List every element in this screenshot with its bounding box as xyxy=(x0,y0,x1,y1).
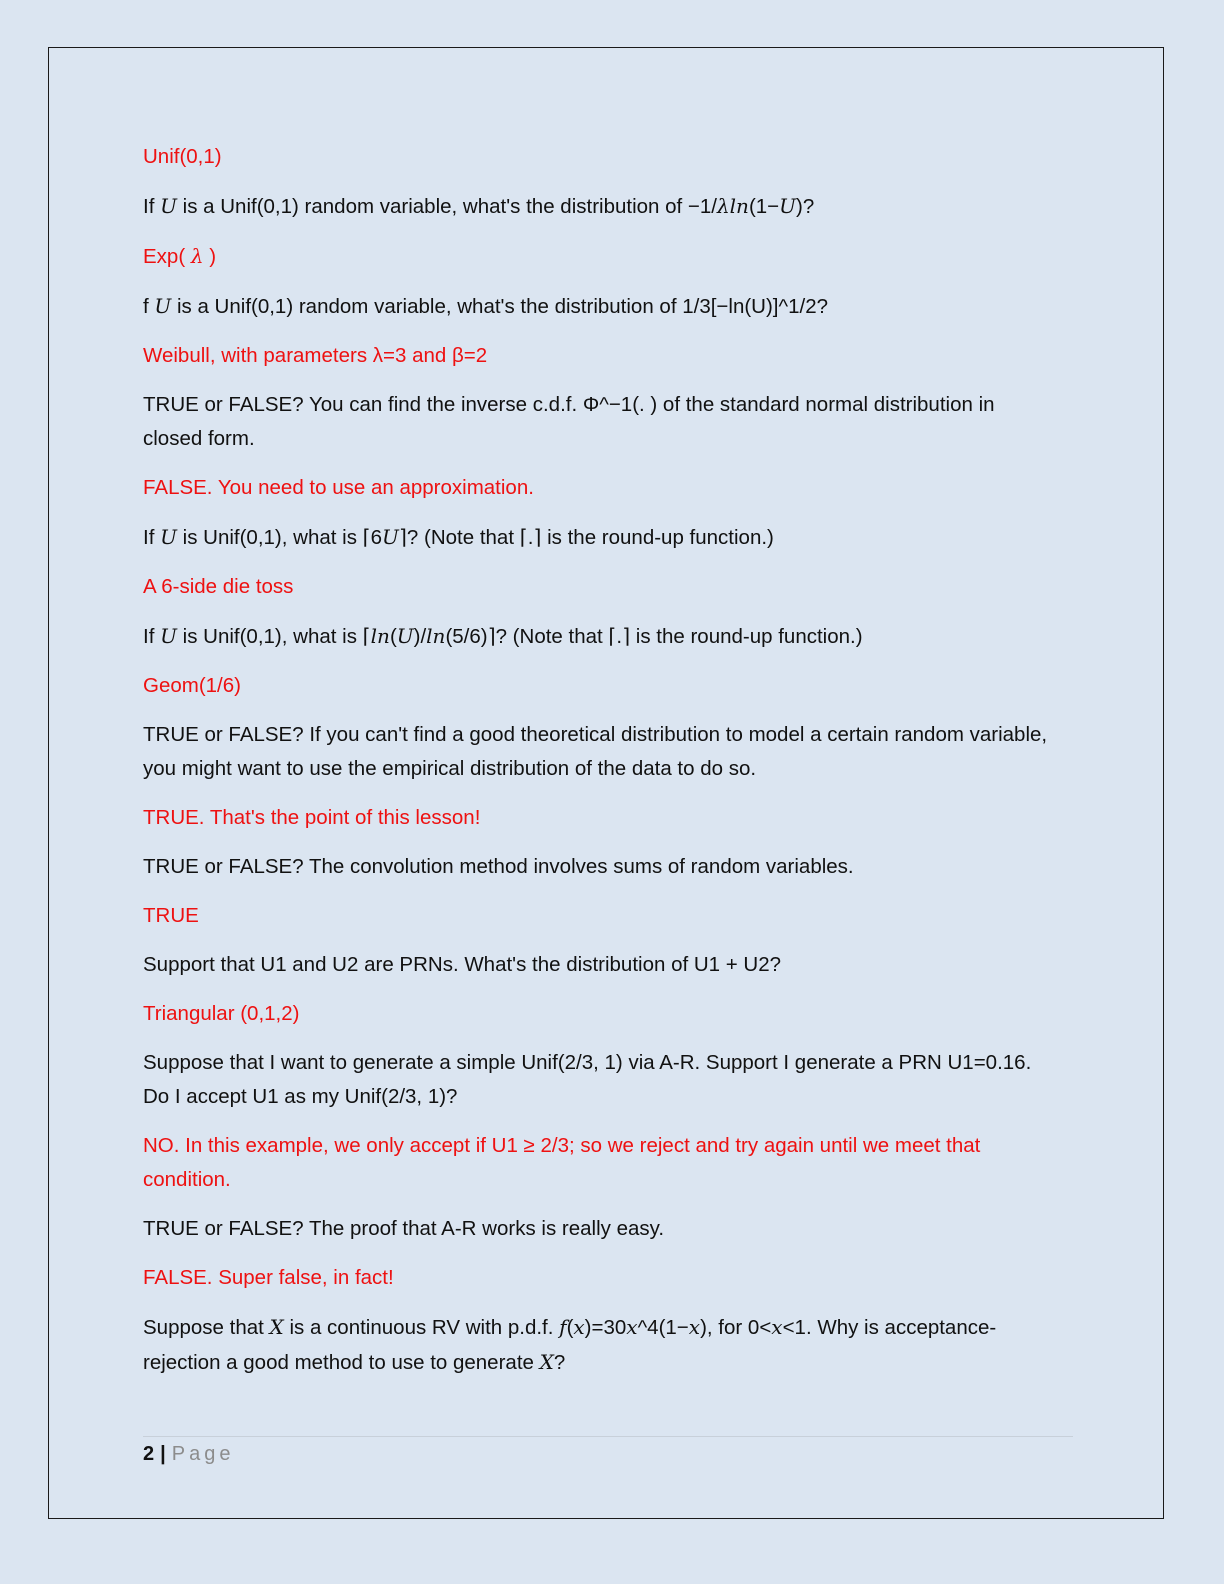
question-text xyxy=(143,619,1053,654)
text-segment: If xyxy=(143,195,161,218)
text-segment: ) xyxy=(203,245,217,268)
math-symbol: λln xyxy=(716,194,749,218)
question-text: TRUE or FALSE? If you can't find a good theoretical distribution to model a certain random variable, you might want to use the empirical distribution of the data to do so. xyxy=(143,723,1048,780)
answer-text: Triangular (0,1,2) xyxy=(143,1002,300,1025)
text-segment: f xyxy=(143,295,155,318)
question-text: Suppose that I want to generate a simple Unif(2/3, 1) via A-R. Support I generate a PRN U1=0.16. Do I accept U1 as my Unif(2/3, 1)? xyxy=(143,1051,1032,1108)
question-text: TRUE or FALSE? You can find the inverse c.d.f. Φ^−1(. ) of the standard normal distribution in closed form. xyxy=(143,393,995,450)
math-symbol: U xyxy=(160,525,177,549)
text-segment: <1. Why is acceptance-rejection a good method to use to generate xyxy=(143,1316,997,1374)
answer-text: FALSE. You need to use an approximation. xyxy=(143,476,534,499)
text-segment: If xyxy=(143,625,161,648)
footer-rule xyxy=(143,1436,1073,1437)
text-segment: Exp( xyxy=(143,245,191,268)
text-segment: ( xyxy=(566,1316,574,1339)
page-number: 2 xyxy=(143,1443,155,1465)
text-segment: ), for 0< xyxy=(700,1316,772,1339)
math-symbol: x xyxy=(626,1315,638,1339)
text-segment: is a Unif(0,1) random variable, what's the distribution of 1/3[−ln(U)]^1/2? xyxy=(171,295,829,318)
math-symbol: X xyxy=(269,1315,284,1339)
answer-text xyxy=(143,239,1053,274)
math-symbol: x xyxy=(688,1315,701,1339)
document-body xyxy=(143,140,1053,1395)
answer-text: FALSE. Super false, in fact! xyxy=(143,1266,394,1289)
question-text: TRUE or FALSE? The convolution method involves sums of random variables. xyxy=(143,855,854,878)
question-text xyxy=(143,1310,1053,1380)
math-symbol: U xyxy=(396,624,414,648)
text-segment: is Unif(0,1), what is ⌈ xyxy=(176,625,371,648)
text-segment: is a Unif(0,1) random variable, what's the distribution of −1/ xyxy=(176,195,717,218)
question-text xyxy=(143,520,1053,555)
text-segment: )? xyxy=(796,195,815,218)
answer-text: TRUE. That's the point of this lesson! xyxy=(143,806,481,829)
math-symbol: X xyxy=(539,1350,554,1374)
text-segment: Suppose that xyxy=(143,1316,270,1339)
answer-text: TRUE xyxy=(143,904,199,927)
math-symbol: U xyxy=(160,624,177,648)
math-symbol: ln xyxy=(370,624,390,648)
answer-text: Unif(0,1) xyxy=(143,145,222,168)
answer-text: NO. In this example, we only accept if U1 ≥ 2/3; so we reject and try again until we meet that condition. xyxy=(143,1134,981,1191)
text-segment: )/ xyxy=(413,625,427,648)
answer-text: A 6-side die toss xyxy=(143,575,294,598)
math-symbol: U xyxy=(160,194,177,218)
text-segment: ? xyxy=(553,1351,566,1374)
answer-text: Weibull, with parameters λ=3 and β=2 xyxy=(143,344,488,367)
text-segment: ( xyxy=(389,625,397,648)
question-text: Support that U1 and U2 are PRNs. What's the distribution of U1 + U2? xyxy=(143,953,782,976)
math-symbol: ln xyxy=(426,624,446,648)
answer-text: Geom(1/6) xyxy=(143,674,241,697)
math-symbol: x xyxy=(573,1315,585,1339)
text-segment: )=30 xyxy=(584,1316,627,1339)
text-segment: If xyxy=(143,526,161,549)
text-segment: is a continuous RV with p.d.f. xyxy=(283,1316,560,1339)
math-symbol: λ xyxy=(190,244,204,268)
question-text xyxy=(143,289,1053,324)
math-symbol: U xyxy=(382,525,399,549)
page-footer xyxy=(143,1440,234,1468)
text-segment: (1− xyxy=(748,195,780,218)
page-label: Page xyxy=(171,1443,235,1465)
text-segment: is Unif(0,1), what is ⌈6 xyxy=(176,526,383,549)
footer-separator: | xyxy=(160,1443,166,1465)
math-symbol: x xyxy=(771,1315,783,1339)
math-symbol: U xyxy=(779,194,796,218)
math-symbol: U xyxy=(154,294,172,318)
math-symbol: f xyxy=(559,1315,567,1339)
text-segment: ⌉? (Note that ⌈.⌉ is the round-up function.) xyxy=(398,526,774,549)
text-segment: (5/6)⌉? (Note that ⌈.⌉ is the round-up function.) xyxy=(445,625,863,648)
text-segment: ^4(1− xyxy=(637,1316,689,1339)
question-text xyxy=(143,189,1053,224)
question-text: TRUE or FALSE? The proof that A-R works is really easy. xyxy=(143,1217,665,1240)
